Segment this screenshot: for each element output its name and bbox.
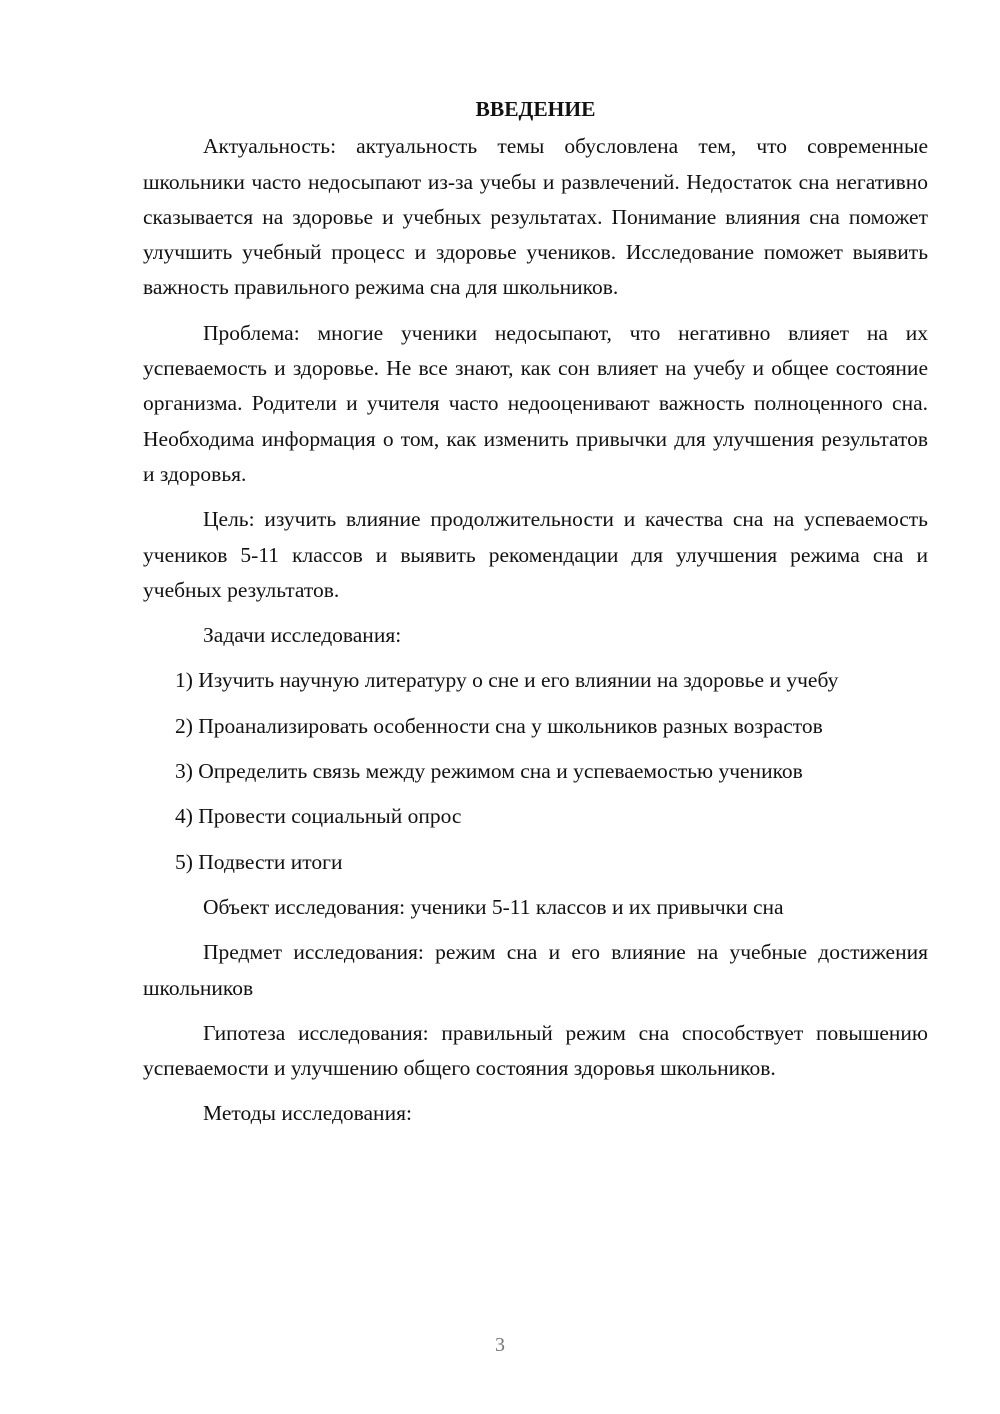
paragraph-object: Объект исследования: ученики 5-11 классов и их привычки сна — [203, 894, 784, 919]
task-item-2: 2) Проанализировать особенности сна у школьников разных возрастов — [175, 713, 823, 738]
task-item-1: 1) Изучить научную литературу о сне и его влиянии на здоровье и учебу — [175, 668, 839, 693]
paragraph-relevance: Актуальность: актуальность темы обусловлена тем, что современные школьники часто недосыпают из-за учебы и развлечений. Недостаток сна негативно сказывается на здоровье и учебных результатах. Понимание влияния сна поможет улучшить учебный процесс и здоровье учеников. Исследование поможет выявить важность правильного режима сна для школьников. — [143, 134, 928, 300]
document-page — [143, 92, 928, 1142]
paragraph-methods: Методы исследования: — [203, 1101, 412, 1126]
task-item-3: 3) Определить связь между режимом сна и успеваемостью учеников — [175, 759, 803, 784]
page-number: 3 — [495, 1334, 505, 1356]
task-item-4: 4) Провести социальный опрос — [175, 804, 462, 829]
task-item-5: 5) Подвести итоги — [175, 849, 343, 874]
paragraph-tasks-heading: Задачи исследования: — [203, 623, 402, 648]
paragraph-goal: Цель: изучить влияние продолжительности и качества сна на успеваемость учеников 5-11 классов и выявить рекомендации для улучшения режима сна и учебных результатов. — [143, 507, 928, 602]
paragraph-hypothesis: Гипотеза исследования: правильный режим сна способствует повышению успеваемости и улучшению общего состояния здоровья школьников. — [143, 1020, 928, 1081]
section-title: ВВЕДЕНИЕ — [475, 97, 596, 121]
paragraph-problem: Проблема: многие ученики недосыпают, что негативно влияет на их успеваемость и здоровье. Не все знают, как сон влияет на учебу и общее состояние организма. Родители и учителя часто недооценивают важность полноценного сна. Необходима информация о том, как изменить привычки для улучшения результатов и здоровья. — [143, 320, 928, 486]
paragraph-subject: Предмет исследования: режим сна и его влияние на учебные достижения школьников — [143, 940, 928, 1000]
